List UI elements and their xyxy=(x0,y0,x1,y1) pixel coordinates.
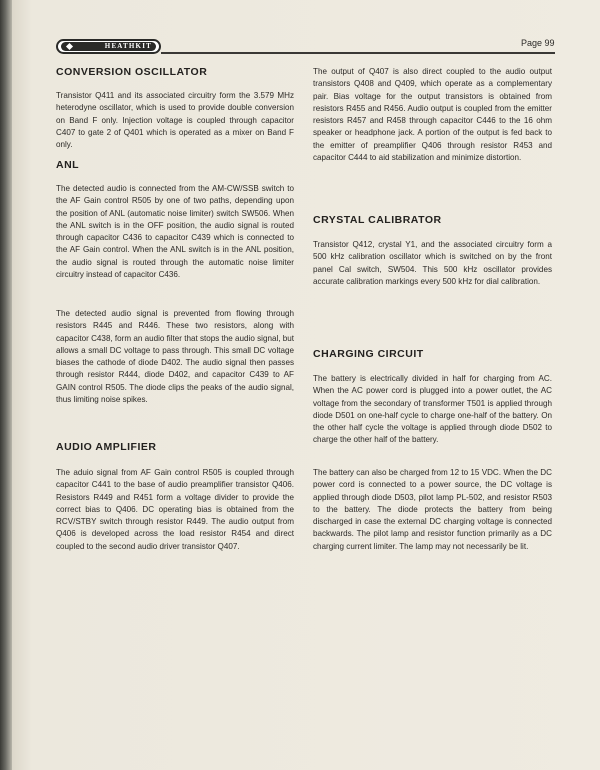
charging-circuit-paragraph-1: The battery is electrically divided in half for charging from AC. When the AC power cord is plugged into a power outlet, the AC voltage from the secondary of transformer T501 is applied through diode D501 on one-half cycle to charge one-half of the battery. On the other half cycle the voltage is applied through diode D502 to charge the other half of the battery. xyxy=(313,374,552,445)
heathkit-logo xyxy=(56,39,161,54)
page-number: Page 99 xyxy=(521,38,555,48)
conversion-oscillator-paragraph: Transistor Q411 and its associated circuitry form the 3.579 MHz heterodyne oscillator, which is used to provide double conversion on Band F only. Injection voltage is coupled through capacitor C407 to gate 2 of Q401 which is operated as a mixer on Band F only. xyxy=(56,91,294,150)
audio-amplifier-paragraph: The aduio signal from AF Gain control R505 is coupled through capacitor C441 to the base of audio preamplifier transistor Q406. Resistors R449 and R451 form a voltage divider to provide the correct bias to Q406. DC operating bias is obtained from the RCV/STBY switch through resistor R449. The audio output from Q406 is developed across the load resistor R454 and direct coupled to the second audio driver transistor Q407. xyxy=(56,468,294,551)
anl-paragraph-2: The detected audio signal is prevented from flowing through resistors R445 and R446. These two resistors, along with capacitor C438, form an audio filter that stops the audio signal, but allows a small DC voltage to pass through. This small DC voltage biases the cathode of diode D402. The audio signal then passes through resistor R444, diode D402, and capacitor C439 to AF GAIN control R505. The diode clips the peaks of the audio signal, thus limiting noise spikes. xyxy=(56,309,295,405)
logo-badge xyxy=(61,42,156,51)
logo-diamond-icon xyxy=(66,43,73,50)
audio-amplifier-heading: AUDIO AMPLIFIER xyxy=(56,441,157,453)
logo-text: HEATHKIT xyxy=(104,42,152,50)
charging-circuit-heading: CHARGING CIRCUIT xyxy=(313,348,424,360)
book-binding-edge xyxy=(0,0,12,770)
anl-paragraph-1: The detected audio is connected from the AM-CW/SSB switch to the AF Gain control R505 by one of two paths, depending upon the position of ANL (automatic noise limiter) switch SW506. When the ANL switch is in the OFF position, the audio signal is routed through capacitor C436 to capacitor C439 which is connected to the AF Gain control. When the ANL switch is in the ANL position, the audio signal is routed through the automatic noise limiter circuitry instead of capacitor C436. xyxy=(56,184,294,280)
conversion-oscillator-heading: CONVERSION OSCILLATOR xyxy=(56,66,208,78)
anl-heading: ANL xyxy=(56,159,80,171)
crystal-calibrator-paragraph: Transistor Q412, crystal Y1, and the associated circuitry form a 500 kHz calibration oscillator which is switched on by the front panel Cal switch, SW504. This 500 kHz oscillator provides accurate calibration markings every 500 kHz for dial calibration. xyxy=(313,240,552,286)
audio-output-paragraph: The output of Q407 is also direct coupled to the audio output transistors Q408 and Q409, which operate as a complementary pair. Bias voltage for the output transistors is obtained from resistors R455 and R456. Audio output is coupled from the emitter resistors R457 and R458 through capacitor C446 to the 16 ohm speaker or headphone jack. A portion of the output is fed back to the emitter of preamplifier Q406 through resistor R453 and capacitor C444 to aid stabilization and minimize distortion. xyxy=(313,67,552,163)
crystal-calibrator-heading: CRYSTAL CALIBRATOR xyxy=(313,214,442,226)
header-rule xyxy=(161,52,555,54)
charging-circuit-paragraph-2: The battery can also be charged from 12 to 15 VDC. When the DC power cord is connected to a power source, the DC voltage is applied through diode D503, pilot lamp PL-502, and resistor R503 to the battery. The diode protects the battery from being discharged in case the external DC charging voltage is connected backwards. The pilot lamp and resistor function primarily as a DC charging current limiter. The lamp may not necessarily be lit. xyxy=(313,468,552,551)
